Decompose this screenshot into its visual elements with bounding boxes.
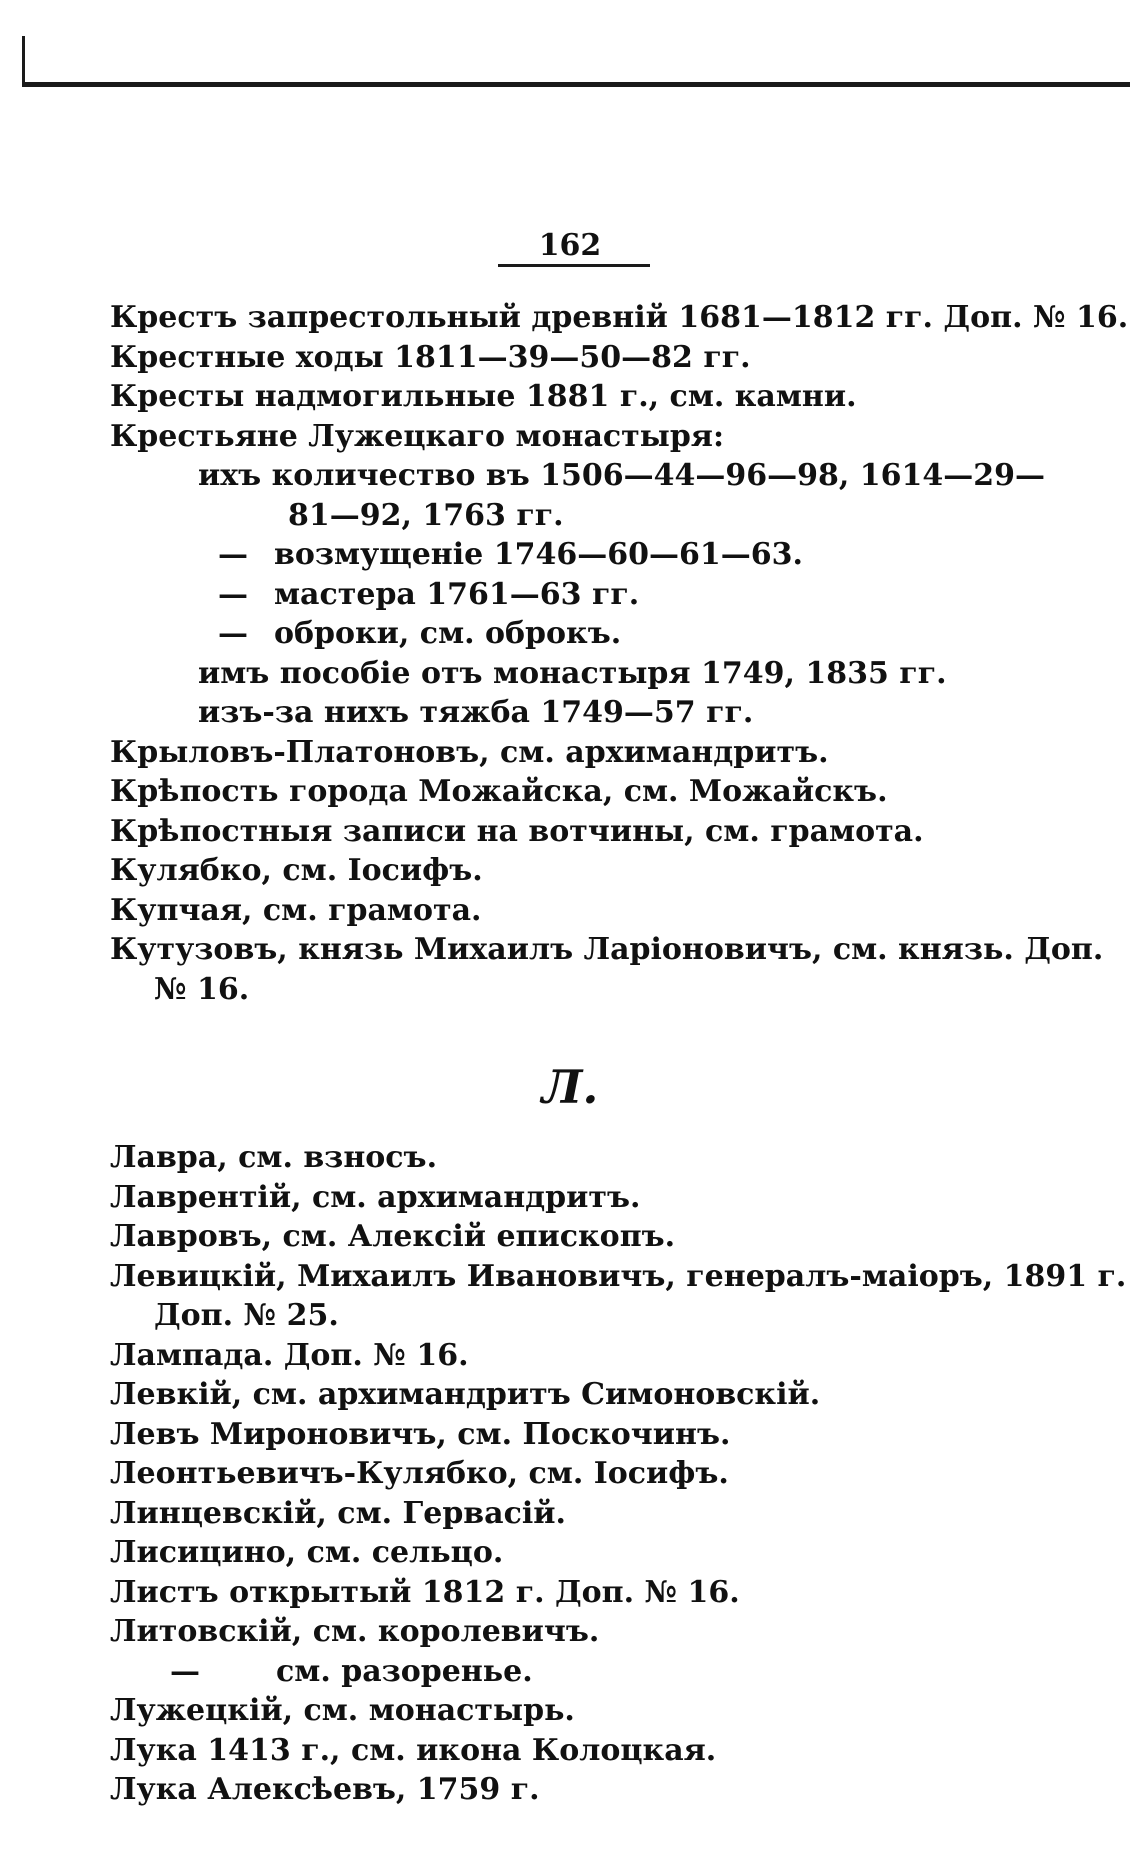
index-entry: Леонтьевичъ-Кулябко, см. Іосифъ. [110,1456,729,1491]
index-entry: Литовскій, см. королевичъ. [110,1614,600,1649]
index-entry: Левъ Мироновичъ, см. Поскочинъ. [110,1416,731,1452]
index-section-l [110,1138,1127,1810]
section-letter-heading: Л. [541,1060,599,1114]
index-entry: Кутузовъ, князь Михаилъ Ларіоновичъ, см. князь. Доп. [110,932,1104,967]
top-border-rule [22,82,1130,87]
page-number-underline [498,264,650,267]
dash-mark: — [170,1653,200,1689]
index-subentry: ихъ количество въ 1506—44—96—98, 1614—29— [198,458,1046,493]
page-number: 162 [538,228,602,263]
index-subentry-text: возмущеніе 1746—60—61—63. [274,537,803,572]
index-entry: Кресты надмогильные 1881 г., см. камни. [110,379,857,414]
index-entry-continuation: № 16. [154,971,250,1007]
index-entry-continuation: Доп. № 25. [154,1298,339,1333]
index-entry: Лужецкій, см. монастырь. [110,1693,575,1728]
index-subentry-text: оброки, см. оброкъ. [274,616,622,651]
dash-mark: — [218,576,248,612]
index-subentry [110,535,1050,575]
index-entry: Лавровъ, см. Алексій епископъ. [110,1219,676,1254]
index-entry: Левицкій, Михаилъ Ивановичъ, генералъ-маіоръ, 1891 г. [110,1258,1127,1294]
index-entry: Крестные ходы 1811—39—50—82 гг. [110,339,751,375]
index-entry: Крыловъ-Платоновъ, см. архимандритъ. [110,734,829,770]
index-entry: Лампада. Доп. № 16. [110,1337,469,1373]
index-entry: Левкій, см. архимандритъ Симоновскій. [110,1377,821,1412]
index-subentry: имъ пособіе отъ монастыря 1749, 1835 гг. [198,655,947,691]
index-subentry [110,575,1050,615]
index-entry: Крестъ запрестольный древній 1681—1812 гг. Доп. № 16. [110,300,1129,335]
index-subentry-text: мастера 1761—63 гг. [274,576,640,612]
index-subentry-continuation: 81—92, 1763 гг. [288,497,564,533]
dash-mark: — [218,537,248,572]
index-entry: Лавра, см. взносъ. [110,1140,438,1175]
index-entry: Лисицино, см. сельцо. [110,1535,504,1570]
index-entry: Кулябко, см. Іосифъ. [110,853,483,888]
index-entry: Крестьяне Лужецкаго монастыря: [110,418,725,454]
index-entry: Лука Алексѣевъ, 1759 г. [110,1772,540,1807]
index-entry: Листъ открытый 1812 г. Доп. № 16. [110,1574,740,1610]
index-subentry-text: см. разоренье. [276,1653,533,1689]
index-entry: Крѣпость города Можайска, см. Можайскъ. [110,774,888,809]
index-section-k [110,298,1129,1009]
index-entry: Лаврентій, см. архимандритъ. [110,1179,641,1215]
index-entry: Лука 1413 г., см. икона Колоцкая. [110,1732,717,1768]
index-subentry [110,1652,1050,1692]
index-subentry: изъ-за нихъ тяжба 1749—57 гг. [198,695,754,730]
index-entry: Крѣпостныя записи на вотчины, см. грамота. [110,813,924,849]
index-entry: Линцевскій, см. Гервасій. [110,1495,566,1531]
index-entry: Купчая, см. грамота. [110,892,482,928]
index-subentry [110,614,1050,654]
dash-mark: — [218,616,248,651]
